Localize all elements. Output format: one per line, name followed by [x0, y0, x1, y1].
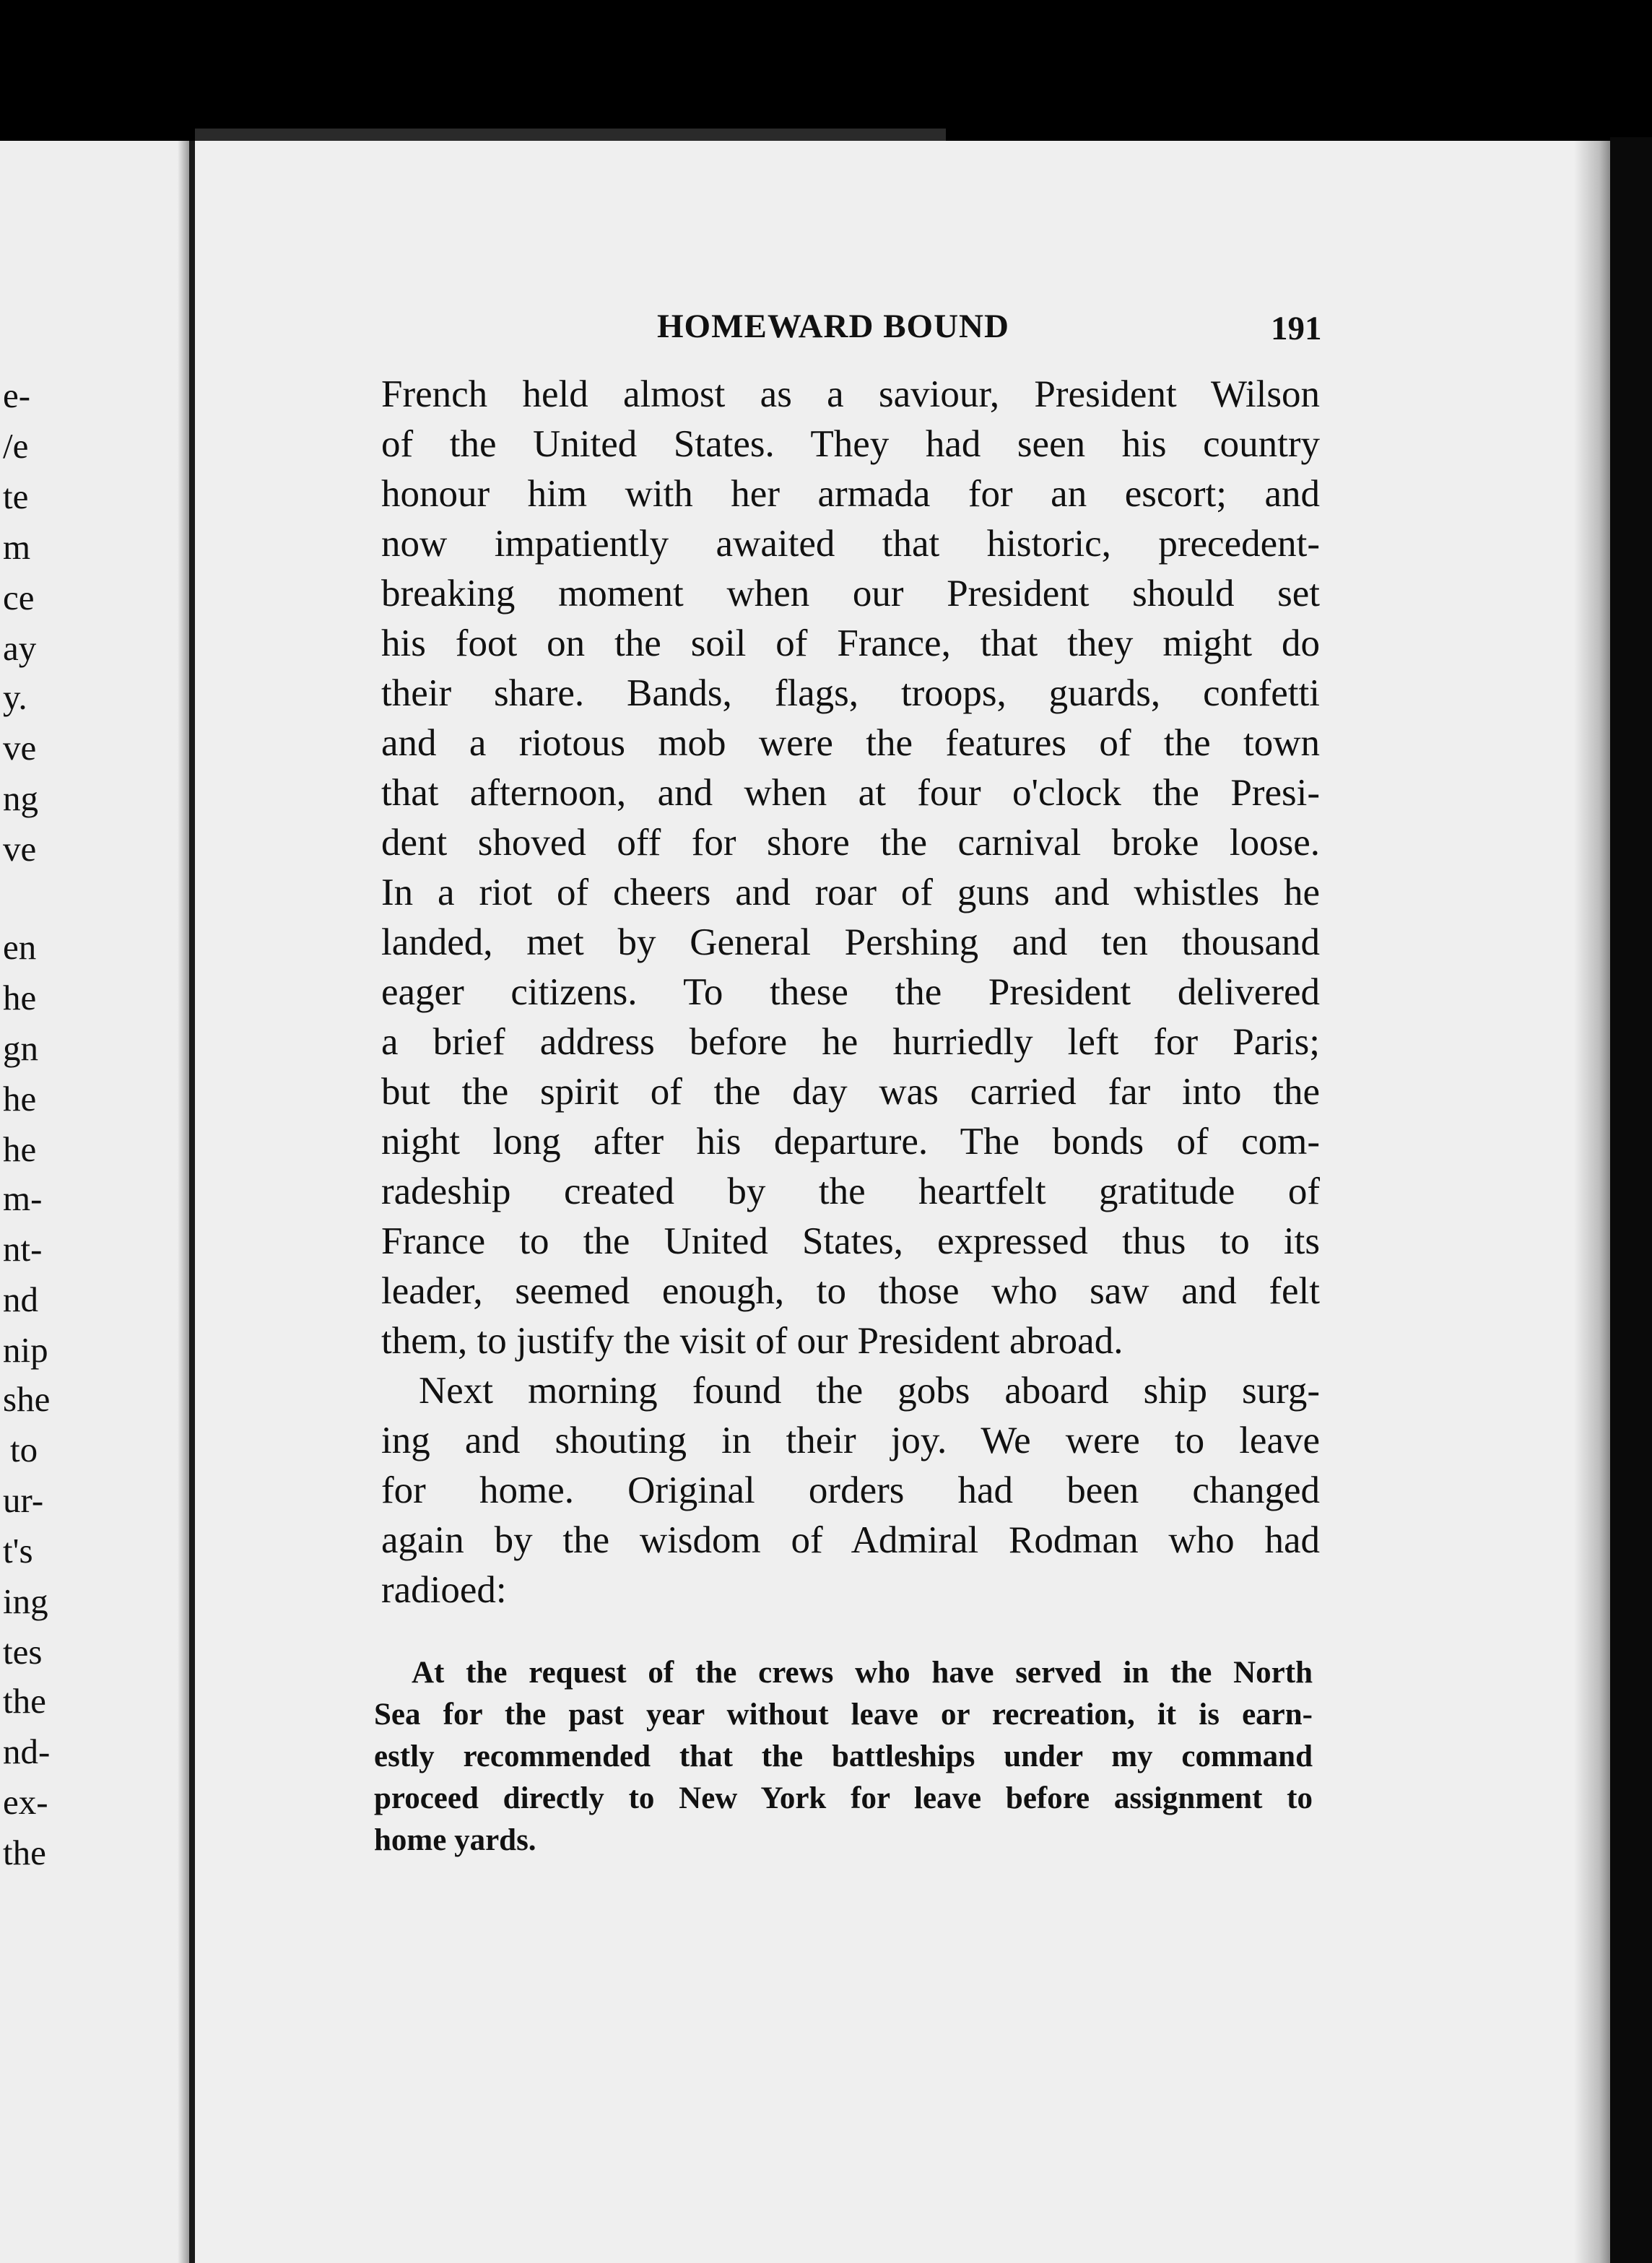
- quote-line: proceed directly to New York for leave before assignment to: [374, 1781, 1313, 1815]
- text-line: breaking moment when our President should set: [381, 573, 1320, 614]
- text-line: leader, seemed enough, to those who saw and felt: [381, 1270, 1320, 1312]
- text-line: his foot on the soil of France, that they might do: [381, 622, 1320, 664]
- page-stack-edge: [1610, 137, 1652, 2263]
- text-line: that afternoon, and when at four o'clock the Presi-: [381, 772, 1320, 814]
- left-fragment: the: [3, 1681, 46, 1721]
- left-fragment: m: [3, 527, 31, 567]
- quote-line: At the request of the crews who have served in the North: [412, 1656, 1313, 1690]
- left-fragment: gn: [3, 1028, 38, 1068]
- text-line: again by the wisdom of Admiral Rodman who had: [381, 1519, 1320, 1561]
- running-head: HOMEWARD BOUND: [657, 308, 1009, 345]
- text-line: In a riot of cheers and roar of guns and whistles he: [381, 872, 1320, 913]
- text-line: night long after his departure. The bonds of com-: [381, 1121, 1320, 1163]
- body-text: [381, 370, 1320, 1615]
- left-fragment: t's: [3, 1531, 33, 1571]
- left-fragment: nt-: [3, 1229, 43, 1269]
- quote-line: home yards.: [374, 1823, 536, 1857]
- left-fragment: he: [3, 1129, 37, 1169]
- left-fragment: ve: [3, 728, 37, 768]
- left-fragment: ve: [3, 829, 37, 869]
- left-fragment: m-: [3, 1178, 43, 1218]
- text-line: them, to justify the visit of our President abroad.: [381, 1320, 1123, 1362]
- text-line: eager citizens. To these the President delivered: [381, 971, 1320, 1013]
- page-top-shadow: [195, 129, 946, 142]
- left-fragment: ng: [3, 778, 38, 818]
- text-line: their share. Bands, flags, troops, guards, confetti: [381, 672, 1320, 714]
- quoted-radio-message: [374, 1652, 1313, 1862]
- left-fragment: to: [10, 1430, 38, 1469]
- text-line: and a riotous mob were the features of the town: [381, 722, 1320, 764]
- left-fragment: ay: [3, 628, 37, 668]
- left-fragment: he: [3, 1079, 37, 1119]
- page-number: 191: [1271, 310, 1322, 347]
- left-fragment: ing: [3, 1581, 48, 1621]
- left-fragment: the: [3, 1833, 46, 1872]
- left-fragment: nd: [3, 1280, 38, 1319]
- text-line: a brief address before he hurriedly left for Paris;: [381, 1021, 1320, 1063]
- left-fragment: y.: [3, 677, 27, 717]
- text-line: radioed:: [381, 1569, 507, 1611]
- quote-line: estly recommended that the battleships under my command: [374, 1739, 1313, 1773]
- text-line: dent shoved off for shore the carnival broke loose.: [381, 822, 1320, 864]
- left-fragment: nd-: [3, 1732, 51, 1771]
- left-fragment: /e: [3, 426, 29, 466]
- text-line: French held almost as a saviour, President Wilson: [381, 373, 1320, 415]
- text-line: honour him with her armada for an escort; and: [381, 473, 1320, 515]
- text-line: for home. Original orders had been changed: [381, 1469, 1320, 1511]
- left-facing-page: [0, 141, 189, 2263]
- text-line: now impatiently awaited that historic, precedent-: [381, 523, 1320, 565]
- left-fragment: ex-: [3, 1782, 48, 1822]
- left-fragment: te: [3, 477, 29, 516]
- text-line: of the United States. They had seen his country: [381, 423, 1320, 465]
- left-fragment: ce: [3, 578, 35, 617]
- left-fragment: en: [3, 927, 37, 967]
- left-fragment: she: [3, 1379, 51, 1419]
- book-gutter: [189, 141, 195, 2263]
- text-line: Next morning found the gobs aboard ship surg-: [419, 1370, 1320, 1412]
- left-fragment: he: [3, 978, 37, 1017]
- right-page-edge-shadow: [1574, 141, 1610, 2263]
- left-gutter-shadow: [178, 141, 189, 2263]
- left-fragment: e-: [3, 375, 31, 415]
- text-line: ing and shouting in their joy. We were to leave: [381, 1420, 1320, 1461]
- left-fragment: nip: [3, 1330, 48, 1370]
- text-line: but the spirit of the day was carried far into the: [381, 1071, 1320, 1113]
- left-fragment: ur-: [3, 1480, 44, 1520]
- left-fragment: tes: [3, 1632, 43, 1672]
- quote-line: Sea for the past year without leave or recreation, it is earn-: [374, 1698, 1313, 1732]
- text-line: radeship created by the heartfelt gratitude of: [381, 1170, 1320, 1212]
- text-line: France to the United States, expressed thus to its: [381, 1220, 1320, 1262]
- text-line: landed, met by General Pershing and ten thousand: [381, 921, 1320, 963]
